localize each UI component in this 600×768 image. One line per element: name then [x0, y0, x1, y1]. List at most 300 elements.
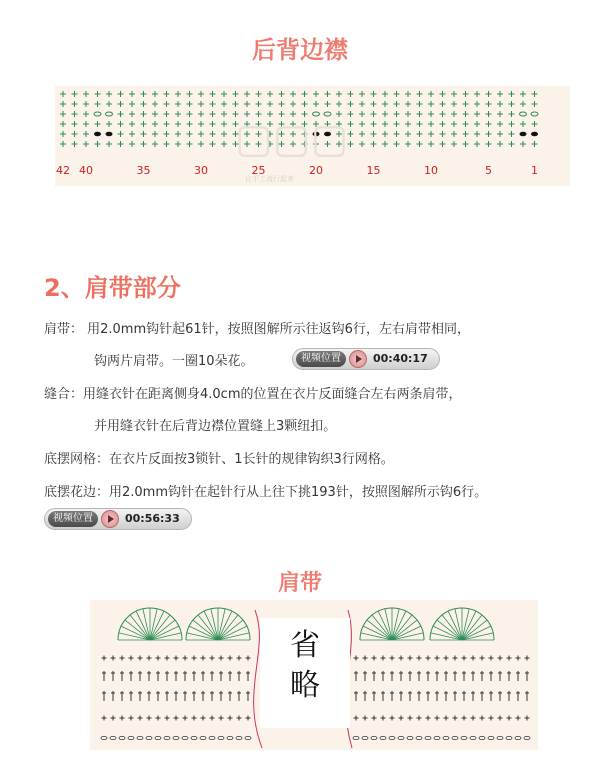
- single-crochet-mark: [164, 101, 170, 107]
- video-position-button[interactable]: [44, 508, 192, 530]
- single-crochet-mark: [302, 141, 308, 147]
- single-crochet-mark: [348, 91, 354, 97]
- single-crochet-mark: [83, 131, 89, 137]
- single-crochet-mark: [72, 131, 78, 137]
- double-crochet-mark: [147, 671, 151, 681]
- single-crochet-mark: [382, 121, 388, 127]
- single-crochet-mark: [60, 141, 66, 147]
- single-crochet-mark: [72, 101, 78, 107]
- section-title-back-collar: 后背边襟: [252, 36, 348, 64]
- button-hole-mark: [520, 132, 527, 137]
- double-crochet-mark: [228, 671, 232, 681]
- button-hole-mark: [106, 132, 113, 137]
- single-crochet-mark: [141, 101, 147, 107]
- single-crochet-mark: [474, 101, 480, 107]
- single-crochet-mark: [451, 91, 457, 97]
- chain-stitch-mark: [524, 736, 530, 739]
- single-crochet-mark: [187, 91, 193, 97]
- single-crochet-mark: [165, 656, 170, 661]
- double-crochet-mark: [354, 671, 358, 681]
- double-crochet-mark: [462, 671, 466, 681]
- single-crochet-mark: [497, 91, 503, 97]
- double-crochet-mark: [408, 691, 412, 701]
- single-crochet-mark: [183, 656, 188, 661]
- chain-stitch-mark: [164, 736, 170, 739]
- single-crochet-mark: [313, 141, 319, 147]
- paragraph-hem-mesh: 底摆网格：在衣片反面按3锁针、1长针的规律钩织3行网格。: [44, 452, 394, 467]
- single-crochet-mark: [210, 101, 216, 107]
- single-crochet-mark: [463, 111, 469, 117]
- chain-stitch-mark: [506, 736, 512, 739]
- single-crochet-mark: [198, 121, 204, 127]
- single-crochet-mark: [444, 716, 449, 721]
- single-crochet-mark: [120, 716, 125, 721]
- video-position-button[interactable]: [292, 348, 440, 370]
- single-crochet-mark: [532, 91, 538, 97]
- single-crochet-mark: [228, 716, 233, 721]
- single-crochet-mark: [440, 141, 446, 147]
- single-crochet-mark: [348, 121, 354, 127]
- back-collar-stitch-diagram: [55, 86, 570, 186]
- single-crochet-mark: [428, 141, 434, 147]
- double-crochet-mark: [471, 671, 475, 681]
- single-crochet-mark: [60, 101, 66, 107]
- single-crochet-mark: [498, 656, 503, 661]
- button-hole-mark: [324, 132, 331, 137]
- single-crochet-mark: [435, 716, 440, 721]
- single-crochet-mark: [520, 121, 526, 127]
- single-crochet-mark: [480, 716, 485, 721]
- chain-stitch-mark: [470, 736, 476, 739]
- double-crochet-mark: [390, 671, 394, 681]
- single-crochet-mark: [233, 121, 239, 127]
- single-crochet-mark: [83, 141, 89, 147]
- video-position-label: 视频位置: [296, 351, 346, 367]
- chain-stitch-mark: [137, 736, 143, 739]
- single-crochet-mark: [141, 141, 147, 147]
- single-crochet-mark: [279, 141, 285, 147]
- stitch-number-label: 20: [309, 164, 323, 177]
- paragraph-strap-line1: 肩带： 用2.0mm钩针起61针，按照图解所示往返钩6行，左右肩带相同，: [44, 322, 470, 337]
- double-crochet-mark: [102, 691, 106, 701]
- single-crochet-mark: [451, 101, 457, 107]
- single-crochet-mark: [138, 656, 143, 661]
- single-crochet-mark: [141, 111, 147, 117]
- single-crochet-mark: [463, 121, 469, 127]
- single-crochet-mark: [435, 656, 440, 661]
- single-crochet-mark: [175, 91, 181, 97]
- single-crochet-mark: [221, 141, 227, 147]
- single-crochet-mark: [532, 121, 538, 127]
- double-crochet-mark: [372, 671, 376, 681]
- single-crochet-mark: [525, 716, 530, 721]
- single-crochet-mark: [325, 101, 331, 107]
- double-crochet-mark: [381, 671, 385, 681]
- double-crochet-mark: [237, 671, 241, 681]
- double-crochet-mark: [201, 671, 205, 681]
- single-crochet-mark: [371, 101, 377, 107]
- single-crochet-mark: [371, 131, 377, 137]
- single-crochet-mark: [164, 91, 170, 97]
- single-crochet-mark: [106, 141, 112, 147]
- single-crochet-mark: [497, 111, 503, 117]
- single-crochet-mark: [486, 101, 492, 107]
- single-crochet-mark: [525, 656, 530, 661]
- single-crochet-mark: [486, 131, 492, 137]
- single-crochet-mark: [428, 121, 434, 127]
- single-crochet-mark: [233, 111, 239, 117]
- single-crochet-mark: [187, 141, 193, 147]
- chain-stitch-mark: [461, 736, 467, 739]
- single-crochet-mark: [256, 101, 262, 107]
- chain-stitch-mark: [362, 736, 368, 739]
- single-crochet-mark: [359, 141, 365, 147]
- single-crochet-mark: [152, 111, 158, 117]
- single-crochet-mark: [120, 656, 125, 661]
- single-crochet-mark: [371, 91, 377, 97]
- watermark-logo: ▢▢▢: [235, 116, 349, 162]
- single-crochet-mark: [279, 91, 285, 97]
- single-crochet-mark: [233, 141, 239, 147]
- double-crochet-mark: [444, 671, 448, 681]
- single-crochet-mark: [417, 141, 423, 147]
- single-crochet-mark: [363, 656, 368, 661]
- single-crochet-mark: [95, 121, 101, 127]
- single-crochet-mark: [290, 141, 296, 147]
- single-crochet-mark: [325, 121, 331, 127]
- single-crochet-mark: [451, 121, 457, 127]
- chain-stitch-mark: [398, 736, 404, 739]
- single-crochet-mark: [348, 111, 354, 117]
- single-crochet-mark: [95, 101, 101, 107]
- double-crochet-mark: [399, 691, 403, 701]
- single-crochet-mark: [474, 131, 480, 137]
- single-crochet-mark: [198, 141, 204, 147]
- single-crochet-mark: [118, 91, 124, 97]
- single-crochet-mark: [474, 91, 480, 97]
- single-crochet-mark: [256, 131, 262, 137]
- double-crochet-mark: [102, 671, 106, 681]
- single-crochet-mark: [228, 656, 233, 661]
- single-crochet-mark: [382, 111, 388, 117]
- single-crochet-mark: [394, 91, 400, 97]
- single-crochet-mark: [348, 131, 354, 137]
- single-crochet-mark: [382, 101, 388, 107]
- single-crochet-mark: [405, 91, 411, 97]
- double-crochet-mark: [246, 691, 250, 701]
- stitch-number-label: 42: [56, 164, 70, 177]
- single-crochet-mark: [474, 111, 480, 117]
- chain-stitch-mark: [128, 736, 134, 739]
- chain-stitch-mark: [324, 112, 331, 116]
- single-crochet-mark: [210, 121, 216, 127]
- chain-stitch-mark: [425, 736, 431, 739]
- single-crochet-mark: [302, 91, 308, 97]
- single-crochet-mark: [192, 656, 197, 661]
- single-crochet-mark: [156, 656, 161, 661]
- single-crochet-mark: [174, 716, 179, 721]
- single-crochet-mark: [244, 121, 250, 127]
- single-crochet-mark: [394, 131, 400, 137]
- chain-stitch-mark: [119, 736, 125, 739]
- single-crochet-mark: [371, 121, 377, 127]
- double-crochet-mark: [246, 671, 250, 681]
- shoulder-strap-chart: [90, 600, 538, 750]
- single-crochet-mark: [129, 121, 135, 127]
- single-crochet-mark: [382, 141, 388, 147]
- stitch-number-label: 30: [194, 164, 208, 177]
- single-crochet-mark: [267, 131, 273, 137]
- single-crochet-mark: [474, 121, 480, 127]
- single-crochet-mark: [417, 101, 423, 107]
- single-crochet-mark: [187, 101, 193, 107]
- single-crochet-mark: [440, 111, 446, 117]
- double-crochet-mark: [480, 691, 484, 701]
- single-crochet-mark: [141, 131, 147, 137]
- double-crochet-mark: [138, 671, 142, 681]
- single-crochet-mark: [408, 656, 413, 661]
- chain-stitch-mark: [218, 736, 224, 739]
- double-crochet-mark: [498, 691, 502, 701]
- single-crochet-mark: [463, 131, 469, 137]
- single-crochet-mark: [348, 101, 354, 107]
- single-crochet-mark: [279, 111, 285, 117]
- single-crochet-mark: [382, 91, 388, 97]
- single-crochet-mark: [336, 121, 342, 127]
- single-crochet-mark: [336, 91, 342, 97]
- single-crochet-mark: [336, 101, 342, 107]
- single-crochet-mark: [405, 111, 411, 117]
- single-crochet-mark: [290, 101, 296, 107]
- double-crochet-mark: [174, 691, 178, 701]
- double-crochet-mark: [426, 691, 430, 701]
- single-crochet-mark: [72, 111, 78, 117]
- chain-stitch-mark: [380, 736, 386, 739]
- double-crochet-mark: [219, 691, 223, 701]
- single-crochet-mark: [129, 131, 135, 137]
- chain-stitch-mark: [173, 736, 179, 739]
- single-crochet-mark: [118, 111, 124, 117]
- button-hole-mark: [313, 132, 320, 137]
- double-crochet-mark: [237, 691, 241, 701]
- single-crochet-mark: [497, 141, 503, 147]
- single-crochet-mark: [106, 101, 112, 107]
- single-crochet-mark: [221, 101, 227, 107]
- chain-stitch-mark: [389, 736, 395, 739]
- single-crochet-mark: [359, 91, 365, 97]
- single-crochet-mark: [244, 111, 250, 117]
- single-crochet-mark: [486, 141, 492, 147]
- single-crochet-mark: [440, 121, 446, 127]
- double-crochet-mark: [417, 691, 421, 701]
- double-crochet-mark: [156, 691, 160, 701]
- single-crochet-mark: [509, 131, 515, 137]
- single-crochet-mark: [359, 111, 365, 117]
- single-crochet-mark: [302, 101, 308, 107]
- double-crochet-mark: [120, 671, 124, 681]
- single-crochet-mark: [302, 131, 308, 137]
- chain-stitch-mark: [236, 736, 242, 739]
- single-crochet-mark: [507, 716, 512, 721]
- single-crochet-mark: [498, 716, 503, 721]
- single-crochet-mark: [102, 656, 107, 661]
- chain-stitch-mark: [452, 736, 458, 739]
- single-crochet-mark: [129, 101, 135, 107]
- single-crochet-mark: [372, 656, 377, 661]
- double-crochet-mark: [381, 691, 385, 701]
- double-crochet-mark: [516, 691, 520, 701]
- stitch-number-label: 25: [251, 164, 266, 177]
- single-crochet-mark: [509, 121, 515, 127]
- single-crochet-mark: [497, 121, 503, 127]
- double-crochet-mark: [174, 671, 178, 681]
- single-crochet-mark: [72, 141, 78, 147]
- double-crochet-mark: [165, 671, 169, 681]
- video-timestamp: 00:56:33: [125, 512, 180, 525]
- button-hole-mark: [531, 132, 538, 137]
- chain-stitch-mark: [209, 736, 215, 739]
- double-crochet-mark: [201, 691, 205, 701]
- paragraph-strap-line2: 钩两片肩带。一圈10朵花。: [94, 354, 254, 369]
- single-crochet-mark: [118, 121, 124, 127]
- chain-stitch-mark: [182, 736, 188, 739]
- single-crochet-mark: [221, 91, 227, 97]
- double-crochet-mark: [183, 671, 187, 681]
- single-crochet-mark: [417, 121, 423, 127]
- double-crochet-mark: [354, 691, 358, 701]
- single-crochet-mark: [390, 656, 395, 661]
- chain-stitch-mark: [407, 736, 413, 739]
- single-crochet-mark: [371, 141, 377, 147]
- single-crochet-mark: [279, 121, 285, 127]
- chain-stitch-mark: [191, 736, 197, 739]
- single-crochet-mark: [354, 716, 359, 721]
- single-crochet-mark: [233, 91, 239, 97]
- single-crochet-mark: [509, 141, 515, 147]
- single-crochet-mark: [187, 131, 193, 137]
- single-crochet-mark: [462, 656, 467, 661]
- single-crochet-mark: [152, 91, 158, 97]
- single-crochet-mark: [471, 656, 476, 661]
- single-crochet-mark: [474, 141, 480, 147]
- single-crochet-mark: [428, 111, 434, 117]
- single-crochet-mark: [399, 656, 404, 661]
- single-crochet-mark: [509, 91, 515, 97]
- chain-stitch-mark: [479, 736, 485, 739]
- double-crochet-mark: [219, 671, 223, 681]
- double-crochet-mark: [228, 691, 232, 701]
- single-crochet-mark: [290, 111, 296, 117]
- chain-stitch-mark: [371, 736, 377, 739]
- single-crochet-mark: [256, 121, 262, 127]
- single-crochet-mark: [462, 716, 467, 721]
- single-crochet-mark: [489, 716, 494, 721]
- chain-stitch-mark: [94, 112, 101, 116]
- stitch-number-label: 35: [136, 164, 151, 177]
- double-crochet-mark: [363, 691, 367, 701]
- single-crochet-mark: [509, 111, 515, 117]
- stitch-number-label: 1: [531, 164, 538, 177]
- single-crochet-mark: [497, 101, 503, 107]
- double-crochet-mark: [147, 691, 151, 701]
- chain-stitch-mark: [146, 736, 152, 739]
- single-crochet-mark: [408, 716, 413, 721]
- double-crochet-mark: [480, 671, 484, 681]
- single-crochet-mark: [394, 121, 400, 127]
- double-crochet-mark: [525, 691, 529, 701]
- single-crochet-mark: [313, 121, 319, 127]
- single-crochet-mark: [244, 141, 250, 147]
- single-crochet-mark: [451, 131, 457, 137]
- chain-stitch-mark: [531, 112, 538, 116]
- single-crochet-mark: [83, 121, 89, 127]
- double-crochet-mark: [363, 671, 367, 681]
- chain-stitch-mark: [155, 736, 161, 739]
- watermark-text: 让手工流行起来: [245, 175, 294, 183]
- double-crochet-mark: [462, 691, 466, 701]
- single-crochet-mark: [221, 121, 227, 127]
- single-crochet-mark: [164, 121, 170, 127]
- single-crochet-mark: [83, 111, 89, 117]
- double-crochet-mark: [165, 691, 169, 701]
- single-crochet-mark: [428, 91, 434, 97]
- single-crochet-mark: [440, 131, 446, 137]
- double-crochet-mark: [156, 671, 160, 681]
- double-crochet-mark: [471, 691, 475, 701]
- single-crochet-mark: [290, 131, 296, 137]
- single-crochet-mark: [221, 111, 227, 117]
- double-crochet-mark: [111, 671, 115, 681]
- single-crochet-mark: [486, 91, 492, 97]
- single-crochet-mark: [210, 656, 215, 661]
- stitch-number-label: 15: [366, 164, 381, 177]
- single-crochet-mark: [72, 121, 78, 127]
- single-crochet-mark: [106, 91, 112, 97]
- single-crochet-mark: [486, 111, 492, 117]
- chain-stitch-mark: [200, 736, 206, 739]
- single-crochet-mark: [532, 101, 538, 107]
- stitch-number-label: 10: [424, 164, 438, 177]
- button-hole-mark: [94, 132, 101, 137]
- single-crochet-mark: [520, 101, 526, 107]
- double-crochet-mark: [525, 671, 529, 681]
- single-crochet-mark: [111, 656, 116, 661]
- single-crochet-mark: [279, 131, 285, 137]
- single-crochet-mark: [233, 131, 239, 137]
- single-crochet-mark: [516, 656, 521, 661]
- single-crochet-mark: [453, 716, 458, 721]
- single-crochet-mark: [382, 131, 388, 137]
- chain-stitch-mark: [227, 736, 233, 739]
- single-crochet-mark: [267, 111, 273, 117]
- single-crochet-mark: [210, 131, 216, 137]
- single-crochet-mark: [221, 131, 227, 137]
- chain-stitch-mark: [110, 736, 116, 739]
- single-crochet-mark: [486, 121, 492, 127]
- chain-stitch-mark: [443, 736, 449, 739]
- single-crochet-mark: [129, 716, 134, 721]
- play-icon: [349, 350, 367, 368]
- single-crochet-mark: [507, 656, 512, 661]
- single-crochet-mark: [313, 101, 319, 107]
- single-crochet-mark: [381, 656, 386, 661]
- single-crochet-mark: [394, 111, 400, 117]
- single-crochet-mark: [405, 141, 411, 147]
- double-crochet-mark: [435, 671, 439, 681]
- single-crochet-mark: [198, 131, 204, 137]
- double-crochet-mark: [120, 691, 124, 701]
- single-crochet-mark: [152, 141, 158, 147]
